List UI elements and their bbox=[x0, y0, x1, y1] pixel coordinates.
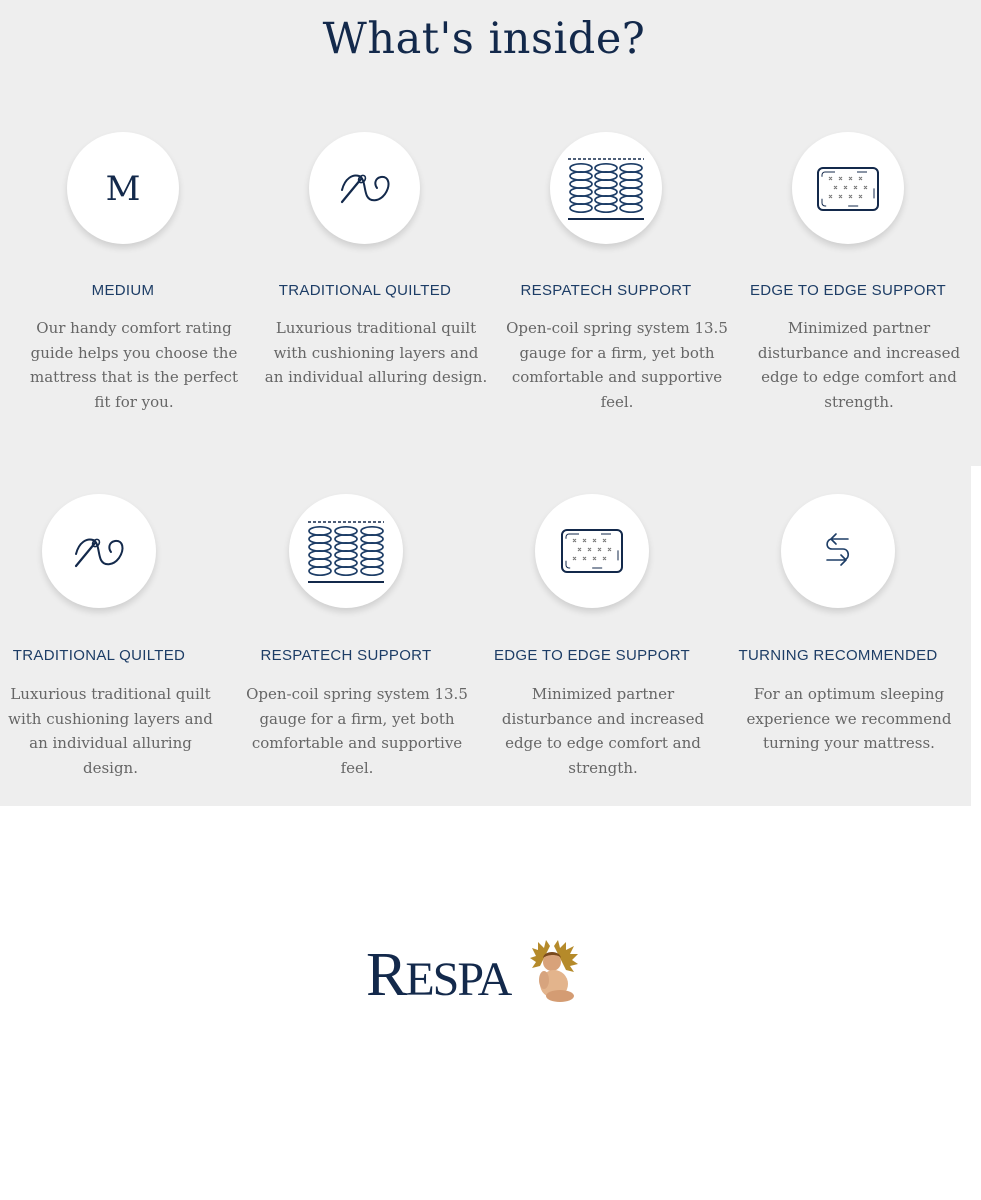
turn-arrows-icon bbox=[781, 494, 895, 608]
respatech-icon-circle bbox=[550, 132, 662, 244]
cherub-icon bbox=[530, 940, 578, 1004]
feature-description: Our handy comfort rating guide helps you choose the mattress that is the perfect fit for you. bbox=[30, 319, 238, 411]
feature-description: Open-coil spring system 13.5 gauge for a firm, yet both comfortable and supportive feel. bbox=[506, 319, 728, 411]
feature-title: EDGE TO EDGE SUPPORT bbox=[493, 647, 691, 664]
needle-thread-icon bbox=[309, 132, 420, 244]
quilted-icon-circle bbox=[309, 132, 420, 244]
edge-icon-circle bbox=[535, 494, 649, 608]
logo-wordmark: RESPA bbox=[366, 941, 511, 1009]
feature-description: Luxurious traditional quilt with cushioning layers and an individual alluring design. bbox=[264, 319, 488, 387]
turning-icon-circle bbox=[781, 494, 895, 608]
feature-title: RESPATECH SUPPORT bbox=[520, 282, 692, 299]
quilted-icon-circle bbox=[42, 494, 156, 608]
feature-title: TRADITIONAL QUILTED bbox=[12, 647, 186, 664]
coil-springs-icon bbox=[550, 132, 662, 244]
feature-title: TRADITIONAL QUILTED bbox=[278, 282, 452, 299]
svg-text:M: M bbox=[105, 169, 141, 209]
mattress-edge-icon bbox=[535, 494, 649, 608]
coil-springs-icon bbox=[289, 494, 403, 608]
feature-title: EDGE TO EDGE SUPPORT bbox=[749, 282, 947, 299]
feature-title: RESPATECH SUPPORT bbox=[260, 647, 432, 664]
respa-logo[interactable] bbox=[366, 940, 596, 1010]
feature-description: Open-coil spring system 13.5 gauge for a firm, yet both comfortable and supportive feel. bbox=[246, 685, 468, 777]
needle-thread-icon bbox=[42, 494, 156, 608]
feature-description: Minimized partner disturbance and increased edge to edge comfort and strength. bbox=[501, 685, 705, 777]
edge-icon-circle bbox=[792, 132, 904, 244]
feature-title: MEDIUM bbox=[91, 282, 155, 299]
respatech-icon-circle bbox=[289, 494, 403, 608]
feature-description: For an optimum sleeping experience we recommend turning your mattress. bbox=[746, 685, 952, 753]
medium-icon-circle bbox=[67, 132, 179, 244]
section-title: What's inside? bbox=[322, 14, 646, 64]
mattress-edge-icon bbox=[792, 132, 904, 244]
feature-description: Luxurious traditional quilt with cushioning layers and an individual alluring design. bbox=[8, 685, 213, 777]
medium-m-icon bbox=[67, 132, 179, 244]
feature-title: TURNING RECOMMENDED bbox=[738, 647, 938, 664]
feature-description: Minimized partner disturbance and increased edge to edge comfort and strength. bbox=[757, 319, 961, 411]
